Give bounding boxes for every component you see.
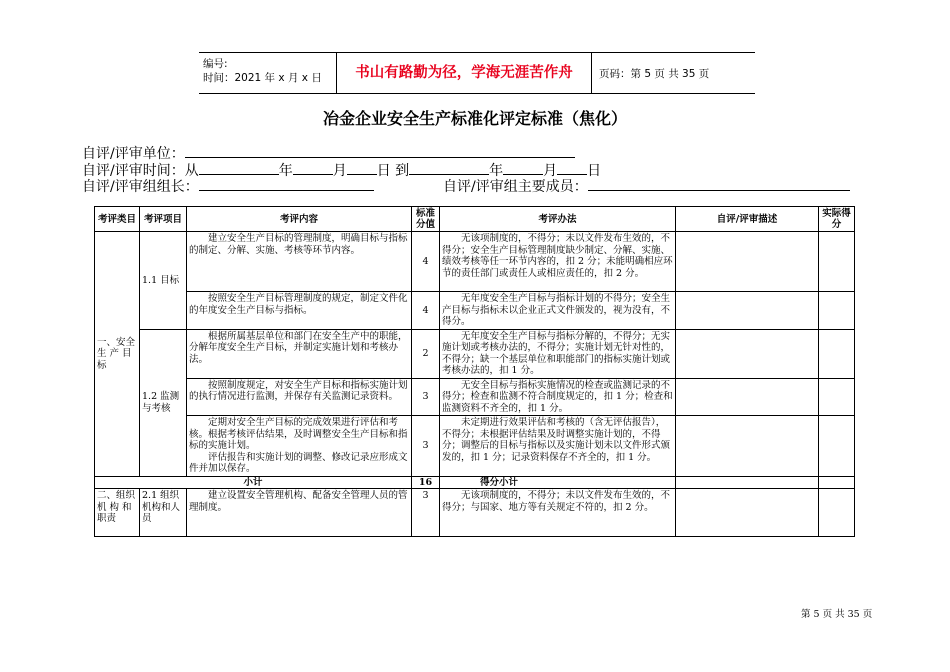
score-cell: 4 <box>412 232 440 292</box>
actual-score-cell[interactable] <box>819 329 855 378</box>
page-footer: 第 5 页 共 35 页 <box>801 609 873 620</box>
score-cell: 2 <box>412 329 440 378</box>
item-cell: 1.1 目标 <box>140 232 187 330</box>
col-score: 标准分值 <box>412 207 440 232</box>
description-cell[interactable] <box>676 329 819 378</box>
end-month-field[interactable] <box>503 160 543 175</box>
subtotal-row <box>95 476 855 489</box>
subtotal-actual-cell[interactable] <box>819 476 855 489</box>
page-header <box>199 52 755 94</box>
time-label: 自评/评审时间：从 <box>82 163 199 179</box>
doc-number-label: 编号: <box>203 58 228 70</box>
method-cell: 无该项制度的，不得分；未以文件发布生效的，不得分；安全生产目标管理制度缺少制定、分解、实施、绩效考核等任一环节内容的，扣 2 分；未能明确相应环节的责任部门或责任人或相应责任的，扣 2 分。 <box>440 232 676 292</box>
doc-time-label: 时间：2021 年 x 月 x 日 <box>203 72 322 84</box>
table-row <box>95 232 855 292</box>
table-row <box>95 292 855 330</box>
category-cell: 二、组织机 构 和职责 <box>95 489 140 537</box>
leader-field[interactable] <box>199 176 374 191</box>
end-year-field[interactable] <box>409 160 489 175</box>
method-cell: 无安全目标与指标实施情况的检查或监测记录的不得分；检查和监测不符合制度规定的，扣 1 分；检查和监测资料不齐全的，扣 1 分。 <box>440 378 676 416</box>
method-cell: 无年度安全生产目标与指标分解的，不得分；无实施计划或考核办法的，不得分；实施计划无针对性的，不得分；缺一个基层单位和职能部门的指标实施计划或考核办法的，扣 1 分。 <box>440 329 676 378</box>
form-leader-line <box>82 176 374 196</box>
month-label: 月 <box>332 163 347 179</box>
description-cell[interactable] <box>676 416 819 477</box>
members-label: 自评/评审组主要成员： <box>443 179 588 195</box>
members-field[interactable] <box>588 176 850 191</box>
col-method: 考评办法 <box>440 207 676 232</box>
year-label-2: 年 <box>489 163 504 179</box>
leader-label: 自评/评审组组长： <box>82 179 199 195</box>
description-cell[interactable] <box>676 292 819 330</box>
content-cell: 建立设置安全管理机构、配备安全管理人员的管理制度。 <box>187 489 412 537</box>
content-paragraph-1: 定期对安全生产目标的完成效果进行评估和考核。根据考核评估结果，及时调整安全生产目标和指标的实施计划。 <box>189 417 408 451</box>
score-cell: 3 <box>412 416 440 477</box>
header-page-info: 页码：第 5 页 共 35 页 <box>599 68 710 80</box>
table-row <box>95 378 855 416</box>
score-cell: 4 <box>412 292 440 330</box>
col-content: 考评内容 <box>187 207 412 232</box>
actual-score-cell[interactable] <box>819 489 855 537</box>
actual-score-cell[interactable] <box>819 292 855 330</box>
description-cell[interactable] <box>676 378 819 416</box>
category-cell: 一、安全生 产 目标 <box>95 232 140 477</box>
col-category: 考评类目 <box>95 207 140 232</box>
evaluation-table <box>94 206 855 537</box>
content-cell: 建立安全生产目标的管理制度，明确目标与指标的制定、分解、实施、考核等环节内容。 <box>187 232 412 292</box>
actual-score-cell[interactable] <box>819 378 855 416</box>
score-cell: 3 <box>412 378 440 416</box>
subtotal-label: 小计 <box>95 476 412 489</box>
table-row <box>95 489 855 537</box>
method-cell: 未定期进行效果评估和考核的（含无评估报告），不得分；未根据评估结果及时调整实施计划的，不得分；调整后的目标与指标以及实施计划未以文件形式颁发的，扣 1 分；记录资料保存不齐全的，扣 1 分。 <box>440 416 676 477</box>
motto-text: 书山有路勤为径，学海无涯苦作舟 <box>336 53 592 93</box>
content-paragraph-2: 评估报告和实施计划的调整、修改记录应形成文件并加以保存。 <box>189 451 408 474</box>
unit-label: 自评/评审单位： <box>82 146 185 162</box>
table-header-row <box>95 207 855 232</box>
subtotal-description-cell[interactable] <box>676 476 819 489</box>
to-label: 到 <box>395 163 410 179</box>
unit-field[interactable] <box>185 143 575 158</box>
year-label: 年 <box>278 163 293 179</box>
content-cell: 根据所属基层单位和部门在安全生产中的职能，分解年度安全生产目标，并制定实施计划和考核办法。 <box>187 329 412 378</box>
start-year-field[interactable] <box>199 160 279 175</box>
start-day-field[interactable] <box>347 160 377 175</box>
month-label-2: 月 <box>543 163 558 179</box>
content-cell: 按照制度规定，对安全生产目标和指标实施计划的执行情况进行监测，并保存有关监测记录资料。 <box>187 378 412 416</box>
day-label-2: 日 <box>587 163 602 179</box>
end-day-field[interactable] <box>557 160 587 175</box>
subtotal-score: 16 <box>412 476 440 489</box>
content-cell <box>187 416 412 477</box>
content-cell: 按照安全生产目标管理制度的规定，制定文件化的年度安全生产目标与指标。 <box>187 292 412 330</box>
table-row <box>95 416 855 477</box>
item-cell: 2.1 组织机构和人员 <box>140 489 187 537</box>
description-cell[interactable] <box>676 232 819 292</box>
table-row <box>95 329 855 378</box>
start-month-field[interactable] <box>293 160 333 175</box>
actual-score-cell[interactable] <box>819 232 855 292</box>
subtotal-score-label: 得分小计 <box>440 476 676 489</box>
score-cell: 3 <box>412 489 440 537</box>
col-actual: 实际得分 <box>819 207 855 232</box>
col-item: 考评项目 <box>140 207 187 232</box>
col-description: 自评/评审描述 <box>676 207 819 232</box>
page-title: 冶金企业安全生产标准化评定标准（焦化） <box>322 109 627 128</box>
method-cell: 无该项制度的，不得分；未以文件发布生效的，不得分；与国家、地方等有关规定不符的，扣 2 分。 <box>440 489 676 537</box>
method-cell: 无年度安全生产目标与指标计划的不得分；安全生产目标与指标未以企业正式文件颁发的，视为没有，不得分。 <box>440 292 676 330</box>
actual-score-cell[interactable] <box>819 416 855 477</box>
item-cell: 1.2 监测与考核 <box>140 329 187 476</box>
description-cell[interactable] <box>676 489 819 537</box>
day-label: 日 <box>376 163 391 179</box>
form-members-line <box>443 176 850 196</box>
